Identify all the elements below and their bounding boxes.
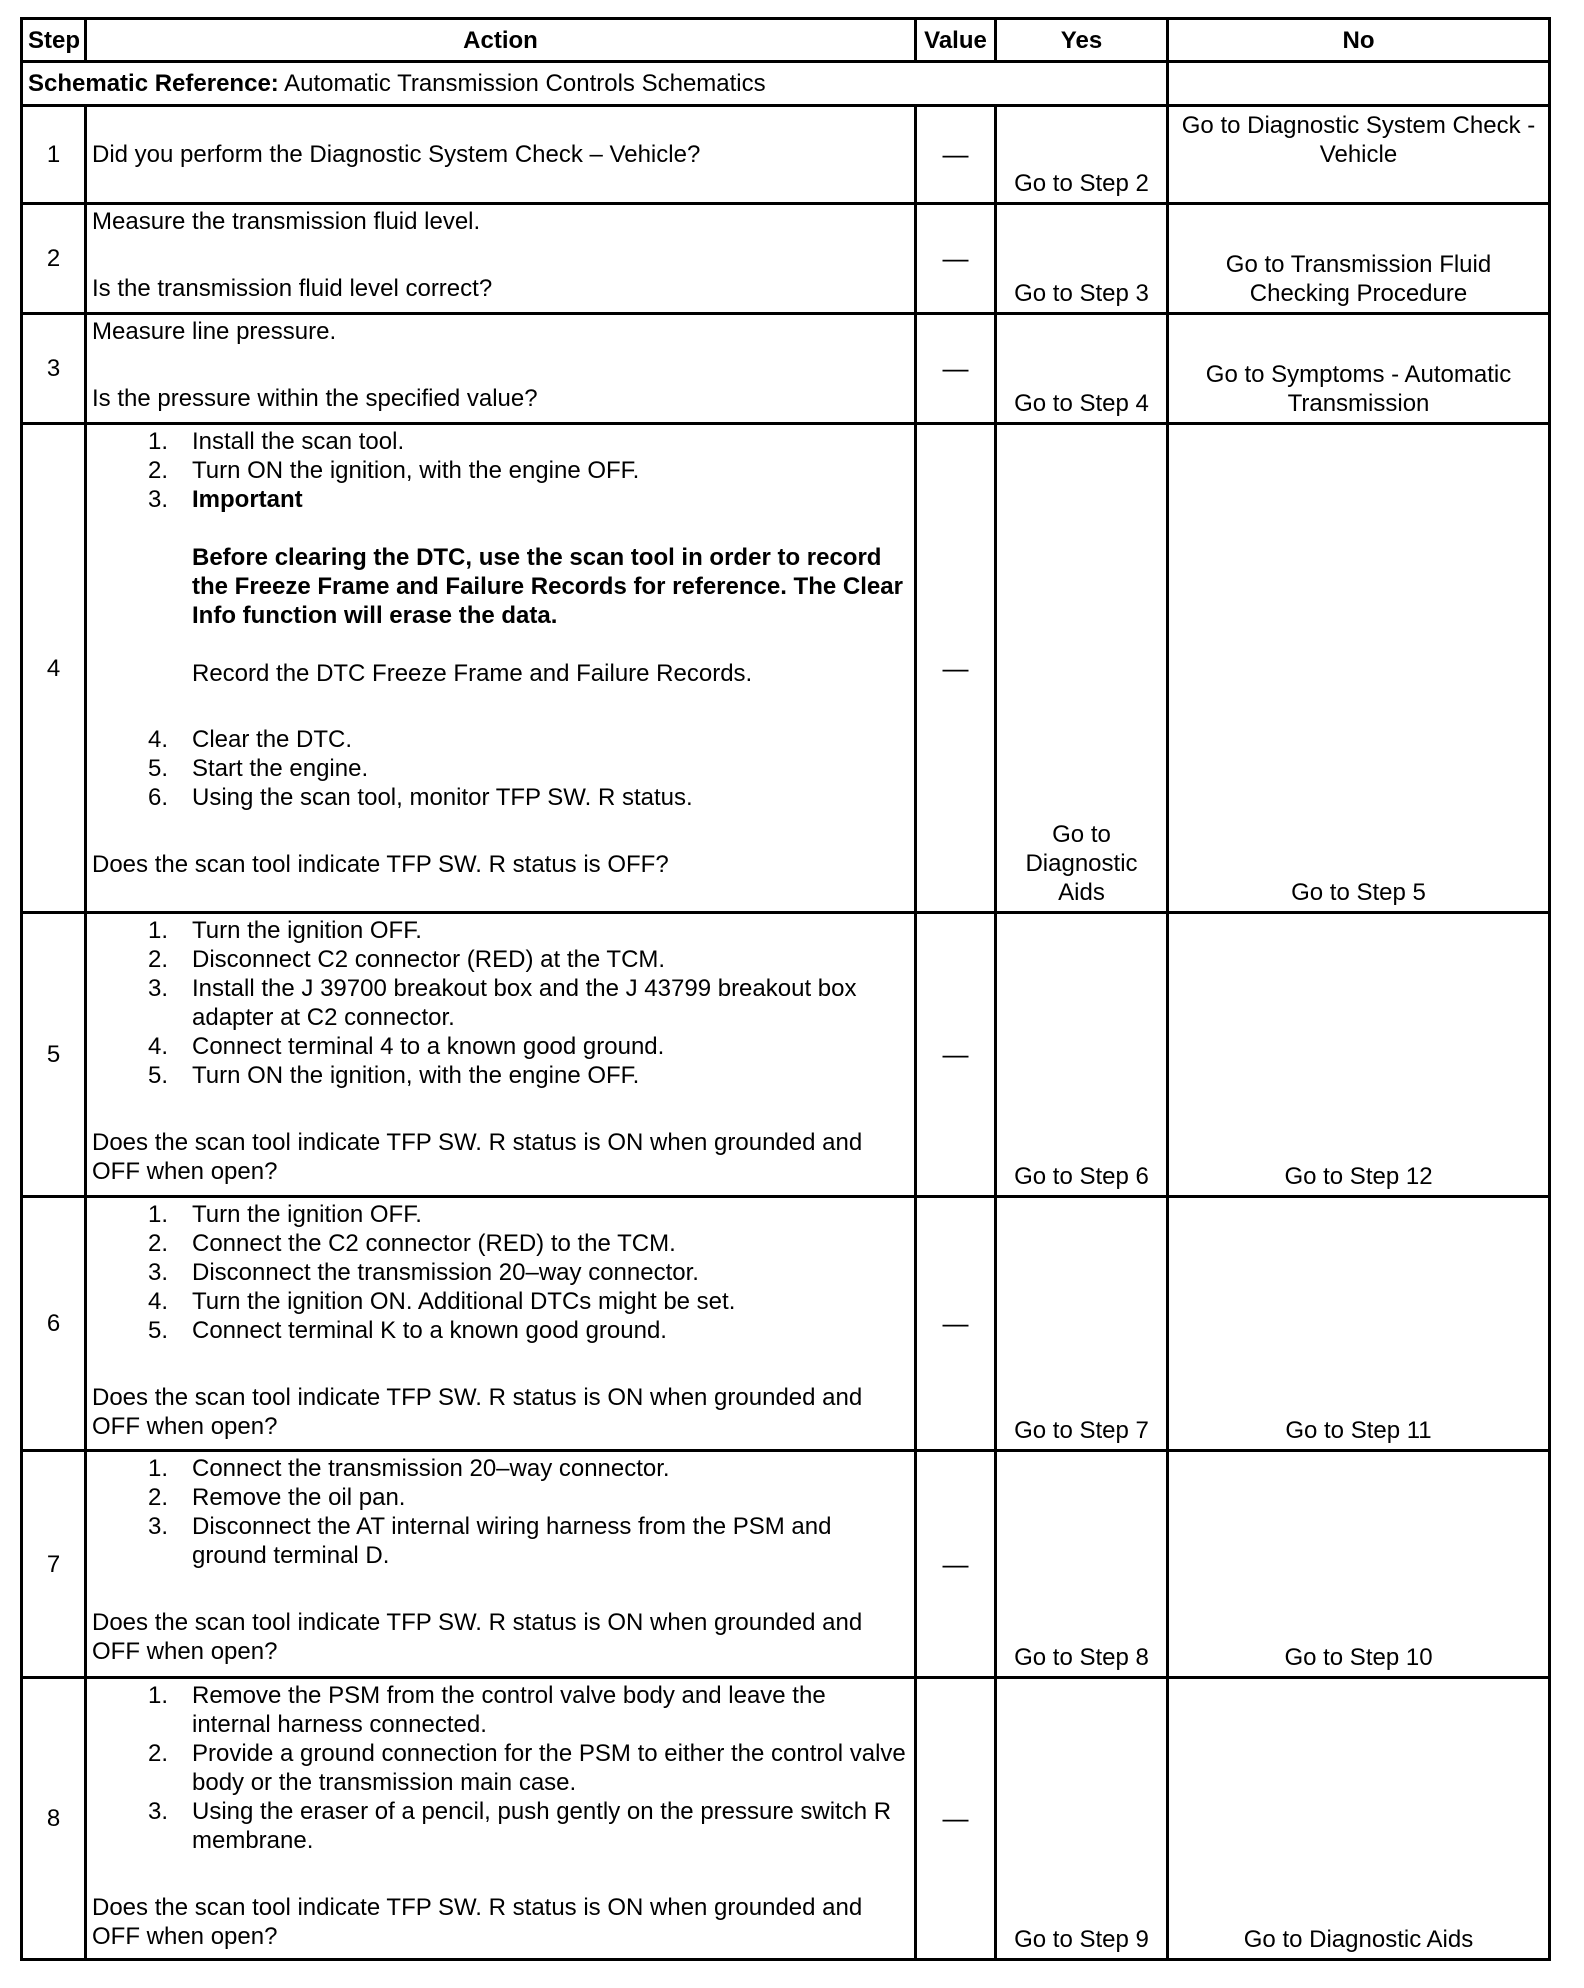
step-number: 7	[22, 1451, 86, 1677]
list-item: 6. Using the scan tool, monitor TFP SW. R status.	[147, 784, 693, 812]
important-heading: Important	[192, 486, 303, 514]
action-question: Does the scan tool indicate TFP SW. R status is ON when grounded and OFF when open?	[92, 1893, 863, 1950]
table-row	[22, 106, 1550, 204]
no-cell: Go to Step 5	[1168, 424, 1550, 913]
no-cell: Go to Step 12	[1168, 912, 1550, 1196]
list-item: 1. Remove the PSM from the control valve body and leave the internal harness connected.	[147, 1681, 826, 1738]
diagnostic-table	[20, 17, 1551, 1961]
table-row	[22, 424, 1550, 913]
step-number: 6	[22, 1197, 86, 1451]
list-item: 3. Install the J 39700 breakout box and the J 43799 breakout box adapter at C2 connector.	[147, 974, 857, 1031]
list-item: 3. Disconnect the transmission 20–way connector.	[147, 1259, 699, 1287]
schematic-row	[22, 62, 1550, 106]
list-item: 2. Provide a ground connection for the PSM to either the control valve body or the transmission main case.	[147, 1739, 906, 1796]
action-question: Does the scan tool indicate TFP SW. R status is ON when grounded and OFF when open?	[92, 1609, 863, 1666]
action-cell	[86, 204, 916, 314]
table-row	[22, 314, 1550, 424]
header-no: No	[1168, 19, 1550, 62]
list-item: 1. Connect the transmission 20–way connector.	[147, 1455, 670, 1483]
action-question: Did you perform the Diagnostic System Check – Vehicle?	[86, 106, 916, 204]
value-cell: —	[916, 1677, 996, 1959]
header-row	[22, 19, 1550, 62]
value-cell: —	[916, 106, 996, 204]
value-cell: —	[916, 314, 996, 424]
action-cell	[86, 424, 916, 913]
yes-cell: Go to Step 4	[996, 314, 1168, 424]
action-cell	[86, 1451, 916, 1677]
action-cell	[86, 314, 916, 424]
action-question: Does the scan tool indicate TFP SW. R status is OFF?	[92, 851, 669, 879]
yes-cell: Go to Step 8	[996, 1451, 1168, 1677]
action-list	[92, 1200, 906, 1345]
step-number: 5	[22, 912, 86, 1196]
list-item: 3. Important	[92, 485, 906, 514]
yes-cell: Go to Step 9	[996, 1677, 1168, 1959]
list-item: 5. Connect terminal K to a known good ground.	[147, 1317, 667, 1345]
schematic-text: Automatic Transmission Controls Schematics	[284, 70, 766, 98]
important-note: Before clearing the DTC, use the scan tool in order to record the Freeze Frame and Failure Records for reference. The Clear Info function will erase the data.	[192, 544, 903, 630]
no-cell: Go to Transmission Fluid Checking Procedure	[1168, 204, 1550, 314]
step-number: 1	[22, 106, 86, 204]
action-intro: Measure line pressure.	[92, 318, 337, 346]
list-item: 2. Turn ON the ignition, with the engine OFF.	[147, 457, 640, 485]
list-item: 2. Remove the oil pan.	[147, 1484, 406, 1512]
table-row	[22, 1451, 1550, 1677]
list-item: 1. Turn the ignition OFF.	[147, 916, 422, 944]
header-step: Step	[22, 19, 86, 62]
yes-cell: Go to Step 3	[996, 204, 1168, 314]
schematic-label: Schematic Reference:	[28, 70, 279, 98]
yes-cell: Go to Step 7	[996, 1197, 1168, 1451]
action-cell	[86, 1677, 916, 1959]
action-question: Does the scan tool indicate TFP SW. R status is ON when grounded and OFF when open?	[92, 1384, 863, 1441]
action-question: Does the scan tool indicate TFP SW. R status is ON when grounded and OFF when open?	[92, 1128, 863, 1185]
list-item: 4. Connect terminal 4 to a known good ground.	[147, 1032, 665, 1060]
no-cell: Go to Symptoms - Automatic Transmission	[1168, 314, 1550, 424]
action-list	[92, 725, 906, 812]
yes-cell: Go to Diagnostic Aids	[996, 424, 1168, 913]
action-question: Is the transmission fluid level correct?	[92, 275, 493, 303]
action-list	[92, 427, 906, 514]
schematic-reference	[22, 62, 1168, 106]
list-item: 3. Disconnect the AT internal wiring harness from the PSM and ground terminal D.	[147, 1513, 832, 1570]
yes-cell: Go to Step 6	[996, 912, 1168, 1196]
list-item: 2. Disconnect C2 connector (RED) at the TCM.	[147, 945, 666, 973]
no-cell: Go to Diagnostic Aids	[1168, 1677, 1550, 1959]
list-item: 4. Turn the ignition ON. Additional DTCs might be set.	[147, 1288, 736, 1316]
table-row	[22, 204, 1550, 314]
value-cell: —	[916, 1197, 996, 1451]
action-cell	[86, 912, 916, 1196]
header-action: Action	[86, 19, 916, 62]
list-item: 3. Using the eraser of a pencil, push gently on the pressure switch R membrane.	[147, 1797, 892, 1854]
list-item: 5. Start the engine.	[147, 755, 369, 783]
list-item: 1. Turn the ignition OFF.	[147, 1201, 422, 1229]
yes-cell: Go to Step 2	[996, 106, 1168, 204]
list-item: 4. Clear the DTC.	[147, 726, 353, 754]
action-cell	[86, 1197, 916, 1451]
schematic-empty-cell	[1168, 62, 1550, 106]
step-number: 2	[22, 204, 86, 314]
step-number: 8	[22, 1677, 86, 1959]
diagnostic-table-page	[20, 17, 1548, 1961]
action-list	[92, 1454, 906, 1570]
table-row	[22, 1197, 1550, 1451]
step-number: 3	[22, 314, 86, 424]
table-row	[22, 1677, 1550, 1959]
header-yes: Yes	[996, 19, 1168, 62]
value-cell: —	[916, 204, 996, 314]
no-cell: Go to Step 11	[1168, 1197, 1550, 1451]
action-intro: Measure the transmission fluid level.	[92, 208, 481, 236]
list-item: 5. Turn ON the ignition, with the engine OFF.	[147, 1061, 640, 1089]
step-number: 4	[22, 424, 86, 913]
action-question: Is the pressure within the specified value?	[92, 385, 538, 413]
list-item: 2. Connect the C2 connector (RED) to the TCM.	[147, 1230, 676, 1258]
table-row	[22, 912, 1550, 1196]
record-note: Record the DTC Freeze Frame and Failure Records.	[192, 660, 753, 688]
list-item: 1. Install the scan tool.	[147, 428, 405, 456]
value-cell: —	[916, 912, 996, 1196]
value-cell: —	[916, 1451, 996, 1677]
action-list	[92, 1681, 906, 1855]
header-value: Value	[916, 19, 996, 62]
no-cell: Go to Diagnostic System Check - Vehicle	[1168, 106, 1550, 204]
value-cell: —	[916, 424, 996, 913]
action-list	[92, 916, 906, 1090]
no-cell: Go to Step 10	[1168, 1451, 1550, 1677]
